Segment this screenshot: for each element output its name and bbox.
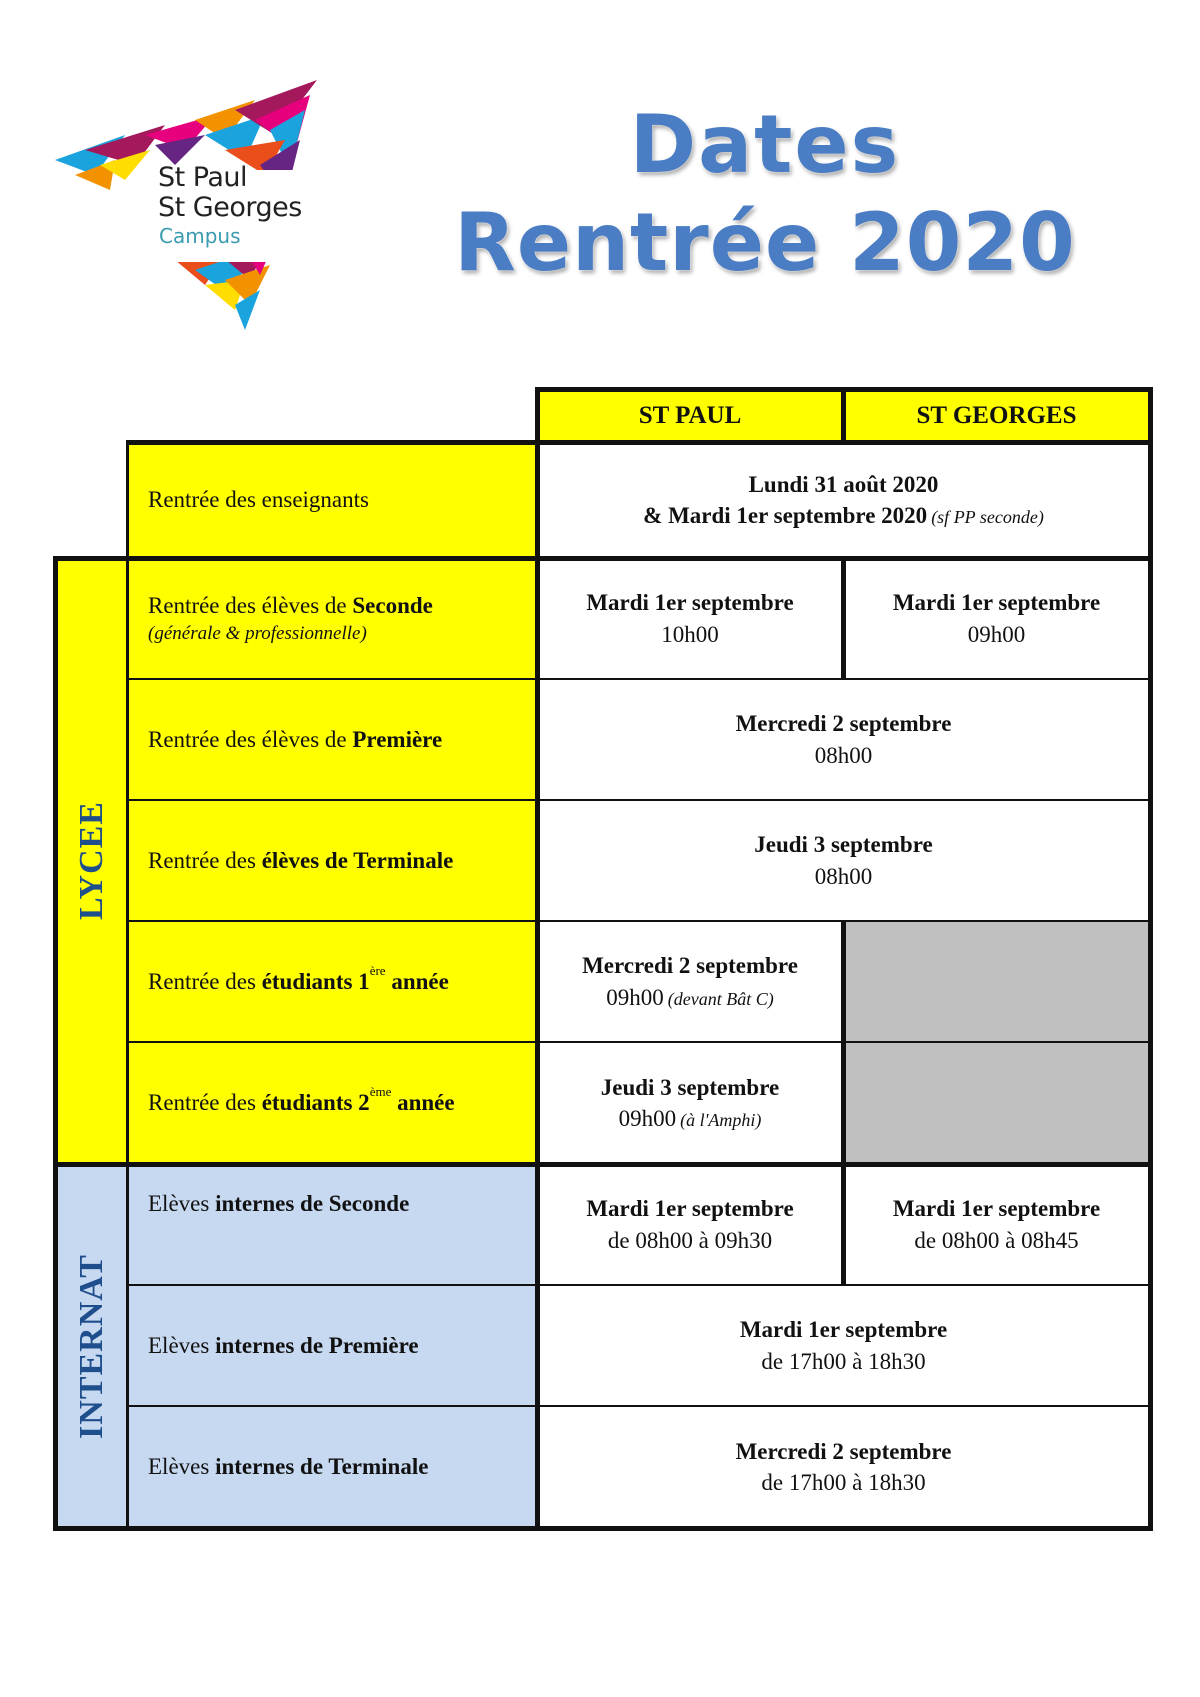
date-text: Jeudi 3 septembre xyxy=(600,1074,780,1100)
date-text: Mardi 1er septembre xyxy=(586,1196,794,1222)
section-label-internat xyxy=(55,1164,128,1528)
time-text: 10h00 xyxy=(661,621,719,647)
page-title xyxy=(440,98,1090,289)
border-line xyxy=(128,799,1150,801)
border-line xyxy=(1148,387,1153,1531)
label-bold: élèves de Terminale xyxy=(261,847,454,873)
date-cell-terminale xyxy=(537,800,1150,921)
border-line xyxy=(535,387,540,1531)
row-label-premiere xyxy=(128,679,537,800)
label-superscript: ème xyxy=(369,1084,392,1100)
border-line xyxy=(53,1162,1153,1167)
label-bold: année xyxy=(385,968,449,994)
title-line-2: Rentrée 2020 xyxy=(454,196,1076,289)
date-text: Mercredi 2 septembre xyxy=(582,953,798,979)
section-name: LYCEE xyxy=(72,801,110,921)
time-text: 08h00 xyxy=(814,863,873,889)
row-label-teachers xyxy=(128,442,537,558)
date-text: Jeudi 3 septembre xyxy=(754,832,933,858)
border-line xyxy=(128,1041,1150,1043)
label-text: Elèves xyxy=(148,1191,216,1216)
border-line xyxy=(841,387,846,443)
label-text: Rentrée des xyxy=(148,968,262,994)
date-text: Mercredi 2 septembre xyxy=(735,1438,952,1464)
date-text: Mardi 1er septembre xyxy=(739,1317,948,1343)
section-label-lycee xyxy=(55,558,128,1164)
border-line xyxy=(53,556,1153,561)
date-text: Mardi 1er septembre xyxy=(586,590,794,616)
label-bold: année xyxy=(391,1090,455,1116)
date-text: Mardi 1er septembre xyxy=(892,590,1101,616)
row-label-internes-seconde xyxy=(128,1164,537,1285)
label-superscript: ère xyxy=(369,962,386,978)
label-bold: internes de Terminale xyxy=(215,1454,429,1480)
time-text: 09h00 xyxy=(967,621,1026,647)
label-bold: Première xyxy=(352,726,443,752)
border-line xyxy=(841,921,846,1164)
logo-line-3: Campus xyxy=(159,224,241,248)
label-text: Rentrée des enseignants xyxy=(148,487,369,513)
date-cell-internes-seconde-st-georges xyxy=(843,1164,1150,1285)
label-bold: internes de Première xyxy=(215,1332,419,1358)
date-cell-etudiants-1-st-georges-empty xyxy=(843,921,1150,1042)
header-st-georges xyxy=(843,390,1150,442)
border-line xyxy=(841,1164,846,1285)
border-line xyxy=(841,558,846,679)
border-line xyxy=(53,1526,1153,1531)
border-line xyxy=(126,440,129,1530)
logo-line-1: St Paul xyxy=(158,162,248,193)
label-subtext: (générale & professionnelle) xyxy=(148,623,367,645)
note-text: (à l'Amphi) xyxy=(680,1110,762,1130)
campus-logo xyxy=(55,80,345,335)
logo-line-2: St Georges xyxy=(158,192,302,223)
border-line xyxy=(126,440,1153,445)
date-cell-etudiants-1-st-paul xyxy=(537,921,843,1042)
note-text: (sf PP seconde) xyxy=(931,507,1044,527)
label-text: Rentrée des élèves de xyxy=(148,593,353,619)
border-line xyxy=(128,1284,1150,1286)
date-cell-premiere xyxy=(537,679,1150,800)
header-label: ST GEORGES xyxy=(916,402,1077,429)
section-name: INTERNAT xyxy=(72,1253,110,1439)
label-bold: étudiants 1 xyxy=(261,968,370,994)
date-cell-seconde-st-georges xyxy=(843,558,1150,679)
date-cell-internes-terminale xyxy=(537,1406,1150,1528)
date-cell-teachers xyxy=(537,442,1150,558)
time-text: de 08h00 à 09h30 xyxy=(607,1227,773,1253)
border-line xyxy=(128,678,1150,680)
date-cell-internes-premiere xyxy=(537,1285,1150,1406)
time-text: de 08h00 à 08h45 xyxy=(914,1227,1079,1253)
header-label: ST PAUL xyxy=(638,402,742,429)
time-text: 09h00 xyxy=(606,984,664,1010)
date-cell-internes-seconde-st-paul xyxy=(537,1164,843,1285)
date-text: Mercredi 2 septembre xyxy=(735,711,952,737)
title-line-1: Dates xyxy=(629,98,901,191)
row-label-seconde xyxy=(128,558,537,679)
date-cell-seconde-st-paul xyxy=(537,558,843,679)
header-st-paul xyxy=(537,390,843,442)
time-text: de 17h00 à 18h30 xyxy=(761,1470,926,1495)
border-line xyxy=(128,920,1150,922)
row-label-etudiants-1 xyxy=(128,921,537,1042)
border-line xyxy=(128,1405,1150,1407)
date-cell-etudiants-2-st-paul xyxy=(537,1042,843,1164)
row-label-etudiants-2 xyxy=(128,1042,537,1164)
label-bold: internes de Seconde xyxy=(215,1191,410,1216)
label-text: Rentrée des xyxy=(148,1090,262,1116)
date-text: Mardi 1er septembre xyxy=(892,1196,1101,1222)
date-cell-etudiants-2-st-georges-empty xyxy=(843,1042,1150,1164)
date-text: Lundi 31 août 2020 xyxy=(748,471,939,497)
date-text: & Mardi 1er septembre 2020 xyxy=(643,503,928,528)
border-line xyxy=(53,556,58,1531)
label-text: Elèves xyxy=(148,1454,216,1480)
label-text: Rentrée des élèves de xyxy=(148,726,353,752)
row-label-terminale xyxy=(128,800,537,921)
time-text: de 17h00 à 18h30 xyxy=(761,1348,926,1374)
row-label-internes-premiere xyxy=(128,1285,537,1406)
label-bold: étudiants 2 xyxy=(261,1090,370,1116)
label-bold: Seconde xyxy=(352,593,433,619)
label-text: Elèves xyxy=(148,1332,216,1358)
time-text: 08h00 xyxy=(814,742,873,768)
label-text: Rentrée des xyxy=(148,847,262,873)
row-label-internes-terminale xyxy=(128,1406,537,1528)
time-text: 09h00 xyxy=(618,1106,677,1131)
note-text: (devant Bât C) xyxy=(667,988,774,1009)
